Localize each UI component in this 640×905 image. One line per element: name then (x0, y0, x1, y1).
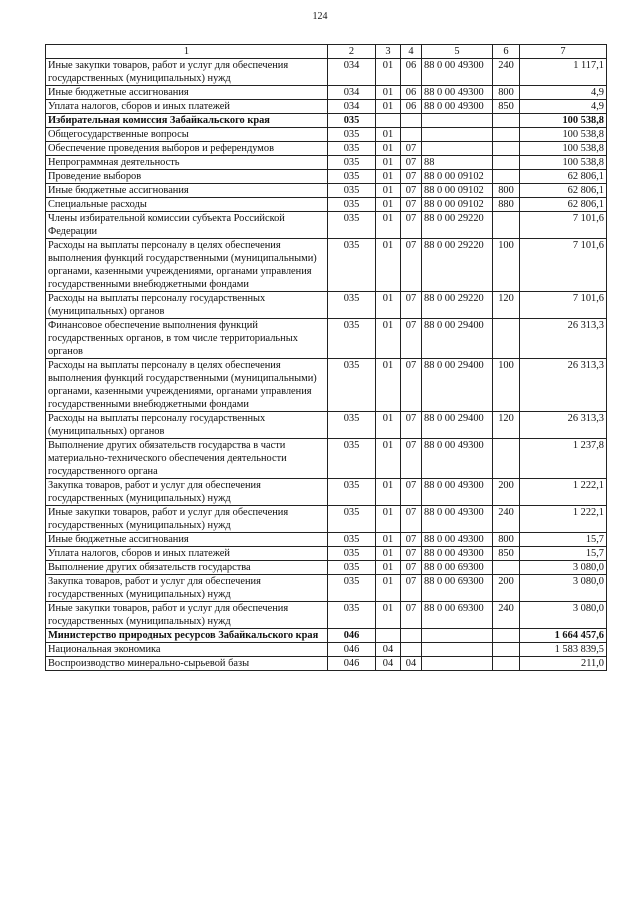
cell-amount: 15,7 (520, 547, 607, 561)
cell-section: 01 (376, 86, 401, 100)
cell-name: Расходы на выплаты персоналу в целях обеспечения выполнения функций государственными (муниципальными) органами, казенными учреждениями, органами управления государственными внебюджетными фондами (46, 359, 328, 412)
cell-subsection: 07 (401, 547, 422, 561)
cell-amount: 62 806,1 (520, 198, 607, 212)
cell-kind: 800 (493, 533, 520, 547)
cell-subsection: 04 (401, 657, 422, 671)
cell-section: 04 (376, 643, 401, 657)
cell-name: Иные бюджетные ассигнования (46, 533, 328, 547)
cell-code: 035 (328, 184, 376, 198)
header-cell-name: 1 (46, 45, 328, 59)
table-row (46, 100, 607, 114)
cell-name: Иные закупки товаров, работ и услуг для обеспечения государственных (муниципальных) нужд (46, 506, 328, 533)
cell-kind (493, 561, 520, 575)
cell-name: Проведение выборов (46, 170, 328, 184)
cell-code: 035 (328, 114, 376, 128)
table-row (46, 142, 607, 156)
cell-section: 01 (376, 575, 401, 602)
header-cell-section: 3 (376, 45, 401, 59)
cell-code: 034 (328, 59, 376, 86)
cell-name: Выполнение других обязательств государства (46, 561, 328, 575)
cell-target: 88 0 00 49300 (422, 100, 493, 114)
table-row (46, 561, 607, 575)
table-row (46, 547, 607, 561)
cell-subsection: 06 (401, 86, 422, 100)
cell-code: 046 (328, 629, 376, 643)
cell-name: Расходы на выплаты персоналу государственных (муниципальных) органов (46, 412, 328, 439)
cell-amount: 26 313,3 (520, 412, 607, 439)
cell-code: 035 (328, 575, 376, 602)
cell-subsection: 07 (401, 575, 422, 602)
cell-kind: 240 (493, 506, 520, 533)
cell-code: 035 (328, 533, 376, 547)
cell-code: 034 (328, 100, 376, 114)
cell-section: 01 (376, 533, 401, 547)
cell-target (422, 643, 493, 657)
cell-code: 035 (328, 170, 376, 184)
table-row (46, 59, 607, 86)
cell-amount: 1 117,1 (520, 59, 607, 86)
cell-target: 88 0 00 69300 (422, 575, 493, 602)
cell-kind (493, 629, 520, 643)
cell-subsection: 07 (401, 479, 422, 506)
cell-kind: 120 (493, 292, 520, 319)
cell-kind: 100 (493, 239, 520, 292)
cell-target: 88 0 00 49300 (422, 59, 493, 86)
cell-code: 035 (328, 561, 376, 575)
cell-amount: 100 538,8 (520, 142, 607, 156)
cell-name: Закупка товаров, работ и услуг для обеспечения государственных (муниципальных) нужд (46, 479, 328, 506)
cell-amount: 7 101,6 (520, 292, 607, 319)
table-row (46, 439, 607, 479)
table-row (46, 239, 607, 292)
header-row (46, 45, 607, 59)
cell-section: 01 (376, 128, 401, 142)
cell-subsection: 07 (401, 184, 422, 198)
cell-section: 01 (376, 59, 401, 86)
cell-amount: 4,9 (520, 100, 607, 114)
cell-target (422, 657, 493, 671)
cell-name: Выполнение других обязательств государства в части материально-технического обеспечения деятельности государственного органа (46, 439, 328, 479)
cell-name: Иные закупки товаров, работ и услуг для обеспечения государственных (муниципальных) нужд (46, 59, 328, 86)
cell-kind (493, 114, 520, 128)
cell-target: 88 0 00 49300 (422, 86, 493, 100)
cell-target: 88 0 00 09102 (422, 198, 493, 212)
header-cell-subsection: 4 (401, 45, 422, 59)
cell-name: Обеспечение проведения выборов и референдумов (46, 142, 328, 156)
cell-amount: 3 080,0 (520, 561, 607, 575)
cell-amount: 1 222,1 (520, 506, 607, 533)
cell-kind (493, 170, 520, 184)
cell-kind: 240 (493, 602, 520, 629)
cell-target: 88 0 00 69300 (422, 561, 493, 575)
cell-amount: 3 080,0 (520, 602, 607, 629)
table-row (46, 412, 607, 439)
cell-amount: 62 806,1 (520, 170, 607, 184)
cell-name: Члены избирательной комиссии субъекта Российской Федерации (46, 212, 328, 239)
cell-target (422, 629, 493, 643)
cell-subsection: 07 (401, 561, 422, 575)
cell-target: 88 (422, 156, 493, 170)
table-row (46, 575, 607, 602)
cell-section: 01 (376, 561, 401, 575)
cell-section: 01 (376, 142, 401, 156)
cell-name: Избирательная комиссия Забайкальского края (46, 114, 328, 128)
table-row (46, 657, 607, 671)
cell-name: Финансовое обеспечение выполнения функций государственных органов, в том числе территориальных органов (46, 319, 328, 359)
cell-section: 01 (376, 547, 401, 561)
cell-amount: 211,0 (520, 657, 607, 671)
cell-subsection (401, 114, 422, 128)
cell-subsection: 07 (401, 319, 422, 359)
cell-section: 01 (376, 439, 401, 479)
cell-section: 01 (376, 184, 401, 198)
cell-code: 046 (328, 657, 376, 671)
cell-target: 88 0 00 29400 (422, 319, 493, 359)
cell-subsection: 07 (401, 533, 422, 547)
cell-kind: 240 (493, 59, 520, 86)
table-body (46, 59, 607, 671)
cell-target (422, 142, 493, 156)
table-row (46, 506, 607, 533)
cell-name: Расходы на выплаты персоналу в целях обеспечения выполнения функций государственными (муниципальными) органами, казенными учреждениями, органами управления государственными внебюджетными фондами (46, 239, 328, 292)
cell-subsection: 07 (401, 412, 422, 439)
cell-name: Национальная экономика (46, 643, 328, 657)
table-row (46, 170, 607, 184)
cell-subsection: 07 (401, 359, 422, 412)
cell-name: Расходы на выплаты персоналу государственных (муниципальных) органов (46, 292, 328, 319)
cell-name: Уплата налогов, сборов и иных платежей (46, 100, 328, 114)
cell-kind (493, 319, 520, 359)
cell-target: 88 0 00 09102 (422, 170, 493, 184)
cell-target: 88 0 00 29400 (422, 412, 493, 439)
cell-subsection: 07 (401, 439, 422, 479)
table-row (46, 86, 607, 100)
cell-code: 035 (328, 292, 376, 319)
cell-kind (493, 657, 520, 671)
cell-section (376, 629, 401, 643)
cell-target (422, 128, 493, 142)
cell-name: Закупка товаров, работ и услуг для обеспечения государственных (муниципальных) нужд (46, 575, 328, 602)
cell-target: 88 0 00 29220 (422, 292, 493, 319)
table-row (46, 643, 607, 657)
cell-amount: 3 080,0 (520, 575, 607, 602)
cell-target: 88 0 00 49300 (422, 506, 493, 533)
cell-kind: 880 (493, 198, 520, 212)
cell-code: 046 (328, 643, 376, 657)
table-row (46, 292, 607, 319)
cell-target: 88 0 00 69300 (422, 602, 493, 629)
cell-target: 88 0 00 49300 (422, 533, 493, 547)
cell-kind (493, 643, 520, 657)
cell-section: 01 (376, 602, 401, 629)
cell-code: 035 (328, 602, 376, 629)
cell-target: 88 0 00 09102 (422, 184, 493, 198)
header-cell-target: 5 (422, 45, 493, 59)
table-row (46, 128, 607, 142)
cell-kind: 850 (493, 547, 520, 561)
cell-subsection: 06 (401, 100, 422, 114)
table-row (46, 198, 607, 212)
cell-name: Министерство природных ресурсов Забайкальского края (46, 629, 328, 643)
cell-name: Специальные расходы (46, 198, 328, 212)
cell-code: 035 (328, 156, 376, 170)
cell-amount: 100 538,8 (520, 114, 607, 128)
cell-subsection: 07 (401, 198, 422, 212)
cell-section: 01 (376, 479, 401, 506)
cell-code: 035 (328, 439, 376, 479)
cell-name: Иные бюджетные ассигнования (46, 184, 328, 198)
cell-code: 034 (328, 86, 376, 100)
cell-subsection (401, 643, 422, 657)
cell-target: 88 0 00 49300 (422, 547, 493, 561)
cell-subsection: 07 (401, 212, 422, 239)
cell-code: 035 (328, 198, 376, 212)
table-row (46, 629, 607, 643)
header-cell-code: 2 (328, 45, 376, 59)
cell-target: 88 0 00 49300 (422, 439, 493, 479)
cell-code: 035 (328, 547, 376, 561)
cell-section: 01 (376, 100, 401, 114)
cell-amount: 1 222,1 (520, 479, 607, 506)
cell-section: 01 (376, 170, 401, 184)
cell-name: Непрограммная деятельность (46, 156, 328, 170)
cell-kind: 850 (493, 100, 520, 114)
cell-section: 01 (376, 198, 401, 212)
cell-name: Уплата налогов, сборов и иных платежей (46, 547, 328, 561)
cell-amount: 7 101,6 (520, 239, 607, 292)
cell-section: 04 (376, 657, 401, 671)
table-row (46, 114, 607, 128)
cell-amount: 1 583 839,5 (520, 643, 607, 657)
cell-section: 01 (376, 292, 401, 319)
cell-section: 01 (376, 359, 401, 412)
table-row (46, 359, 607, 412)
cell-subsection (401, 629, 422, 643)
cell-amount: 15,7 (520, 533, 607, 547)
cell-code: 035 (328, 319, 376, 359)
table-row (46, 602, 607, 629)
cell-section: 01 (376, 212, 401, 239)
cell-kind: 200 (493, 479, 520, 506)
cell-amount: 100 538,8 (520, 156, 607, 170)
cell-code: 035 (328, 239, 376, 292)
cell-subsection: 07 (401, 506, 422, 533)
cell-section: 01 (376, 506, 401, 533)
table-row (46, 212, 607, 239)
cell-name: Общегосударственные вопросы (46, 128, 328, 142)
cell-subsection (401, 128, 422, 142)
cell-kind: 100 (493, 359, 520, 412)
cell-code: 035 (328, 479, 376, 506)
cell-kind: 120 (493, 412, 520, 439)
cell-amount: 26 313,3 (520, 359, 607, 412)
table-row (46, 319, 607, 359)
cell-name: Воспроизводство минерально-сырьевой базы (46, 657, 328, 671)
cell-kind: 200 (493, 575, 520, 602)
cell-target (422, 114, 493, 128)
table-row (46, 184, 607, 198)
table-row (46, 533, 607, 547)
cell-amount: 62 806,1 (520, 184, 607, 198)
cell-code: 035 (328, 128, 376, 142)
cell-amount: 26 313,3 (520, 319, 607, 359)
cell-subsection: 07 (401, 292, 422, 319)
cell-code: 035 (328, 506, 376, 533)
cell-subsection: 07 (401, 239, 422, 292)
cell-amount: 1 237,8 (520, 439, 607, 479)
cell-code: 035 (328, 359, 376, 412)
header-cell-amount: 7 (520, 45, 607, 59)
cell-name: Иные бюджетные ассигнования (46, 86, 328, 100)
cell-kind (493, 128, 520, 142)
cell-subsection: 07 (401, 156, 422, 170)
cell-section: 01 (376, 156, 401, 170)
cell-target: 88 0 00 29220 (422, 239, 493, 292)
cell-code: 035 (328, 412, 376, 439)
cell-kind: 800 (493, 184, 520, 198)
cell-amount: 4,9 (520, 86, 607, 100)
budget-table (45, 44, 607, 671)
table-row (46, 156, 607, 170)
header-cell-kind: 6 (493, 45, 520, 59)
cell-code: 035 (328, 212, 376, 239)
cell-code: 035 (328, 142, 376, 156)
cell-amount: 7 101,6 (520, 212, 607, 239)
cell-target: 88 0 00 29400 (422, 359, 493, 412)
cell-target: 88 0 00 49300 (422, 479, 493, 506)
cell-target: 88 0 00 29220 (422, 212, 493, 239)
cell-section: 01 (376, 239, 401, 292)
cell-section: 01 (376, 412, 401, 439)
cell-kind: 800 (493, 86, 520, 100)
page-number: 124 (312, 11, 328, 22)
table-row (46, 479, 607, 506)
cell-subsection: 06 (401, 59, 422, 86)
cell-subsection: 07 (401, 602, 422, 629)
cell-amount: 100 538,8 (520, 128, 607, 142)
cell-subsection: 07 (401, 142, 422, 156)
cell-section (376, 114, 401, 128)
cell-kind (493, 156, 520, 170)
cell-amount: 1 664 457,6 (520, 629, 607, 643)
cell-kind (493, 142, 520, 156)
cell-kind (493, 439, 520, 479)
cell-subsection: 07 (401, 170, 422, 184)
cell-name: Иные закупки товаров, работ и услуг для обеспечения государственных (муниципальных) нужд (46, 602, 328, 629)
cell-kind (493, 212, 520, 239)
cell-section: 01 (376, 319, 401, 359)
